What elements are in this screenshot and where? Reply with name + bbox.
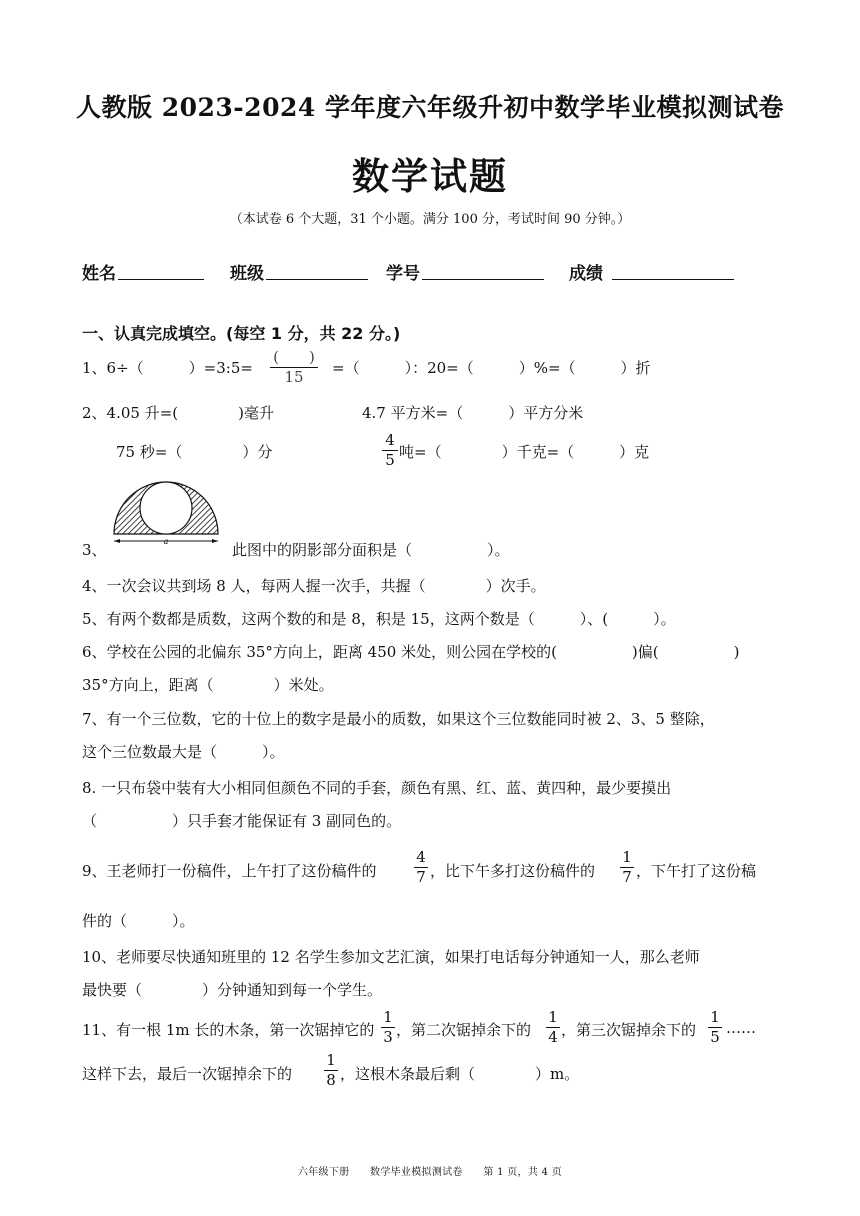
q9-fraction-2: 1 7 <box>620 849 634 886</box>
id-blank[interactable] <box>422 278 544 280</box>
name-label: 姓名 <box>82 264 116 284</box>
page-footer: 六年级下册 数学毕业模拟测试卷 第 1 页，共 4 页 <box>297 1167 563 1178</box>
section-1-title: 一、认真完成填空。(每空 1 分，共 22 分。) <box>82 324 401 343</box>
q11-text-f: ，这根木条最后剩（ ）m。 <box>340 1065 580 1083</box>
q9-text-b: ，比下午多打这份稿件的 <box>430 862 596 880</box>
q2-text-b: 4.7 平方米=（ ）平方分米 <box>362 404 584 422</box>
score-label: 成绩 <box>569 264 603 284</box>
q8-text-a: 8. 一只布袋中装有大小相同但颜色不同的手套，颜色有黑、红、蓝、黄四种，最少要摸出 <box>82 779 672 797</box>
q9-text-d: 件的（ ）。 <box>82 912 195 930</box>
class-blank[interactable] <box>266 278 368 280</box>
q11-fraction-3: 1 5 <box>708 1009 722 1046</box>
q4-text: 4、一次会议共到场 8 人，每两人握一次手，共握（ ）次手。 <box>82 577 546 595</box>
exam-subtitle: 数学试题 <box>352 154 508 198</box>
q3-prefix: 3、 <box>82 541 107 559</box>
q11-fraction-1: 1 3 <box>381 1009 395 1046</box>
q6-text-b: 35°方向上，距离（ ）米处。 <box>82 676 334 694</box>
q11-text-e: 这样下去，最后一次锯掉余下的 <box>82 1065 293 1083</box>
q11-fraction-2: 1 4 <box>546 1009 560 1046</box>
q10-text-a: 10、老师要尽快通知班里的 12 名学生参加文艺汇演，如果打电话每分钟通知一人，那么老师 <box>82 948 700 966</box>
exam-note: （本试卷 6 个大题，31 个小题。满分 100 分，考试时间 90 分钟。） <box>229 212 631 227</box>
q11-text-d: …… <box>726 1019 756 1037</box>
id-label: 学号 <box>386 264 420 284</box>
q3-text: 此图中的阴影部分面积是（ ）。 <box>232 541 510 559</box>
q11-fraction-4: 1 8 <box>324 1052 338 1089</box>
q9-text-a: 9、王老师打一份稿件，上午打了这份稿件的 <box>82 862 377 880</box>
q1-text-a: 1、6÷（ ）=3:5= <box>82 359 253 377</box>
q11-text-c: ，第三次锯掉余下的 <box>561 1021 697 1039</box>
q1-fraction: ( ) 15 <box>270 349 318 386</box>
q6-text-a: 6、学校在公园的北偏东 35°方向上，距离 450 米处，则公园在学校的( )偏( ) <box>82 643 740 661</box>
q8-text-b: （ ）只手套才能保证有 3 副同色的。 <box>82 812 402 830</box>
name-blank[interactable] <box>118 278 204 280</box>
q2-text-d: 吨=（ ）千克=（ ）克 <box>399 443 650 461</box>
q2-text-c: 75 秒=（ ）分 <box>116 443 273 461</box>
q2-text-a: 2、4.05 升=( )毫升 <box>82 404 274 422</box>
q5-text: 5、有两个数都是质数，这两个数的和是 8，积是 15，这两个数是（ ）、( ）。 <box>82 610 676 628</box>
exam-title: 人教版 2023-2024 学年度六年级升初中数学毕业模拟测试卷 <box>76 93 784 122</box>
q7-text-b: 这个三位数最大是（ ）。 <box>82 743 285 761</box>
q10-text-b: 最快要（ ）分钟通知到每一个学生。 <box>82 981 383 999</box>
q11-text-a: 11、有一根 1m 长的木条，第一次锯掉它的 <box>82 1021 375 1039</box>
q9-fraction-1: 4 7 <box>414 849 428 886</box>
student-info-row <box>82 259 782 285</box>
q1-text-b: =（ ）：20=（ ）%=（ ）折 <box>332 359 651 377</box>
q9-text-c: ，下午打了这份稿 <box>636 862 757 880</box>
class-label: 班级 <box>230 264 264 284</box>
q11-text-b: ，第二次锯掉余下的 <box>396 1021 532 1039</box>
semicircle-shaded-figure <box>110 478 222 550</box>
q2-fraction: 4 5 <box>382 432 398 469</box>
q7-text-a: 7、有一个三位数，它的十位上的数字是最小的质数，如果这个三位数能同时被 2、3、5 整除， <box>82 710 715 728</box>
figure-label-a: a <box>163 537 169 546</box>
score-blank[interactable] <box>612 278 734 280</box>
